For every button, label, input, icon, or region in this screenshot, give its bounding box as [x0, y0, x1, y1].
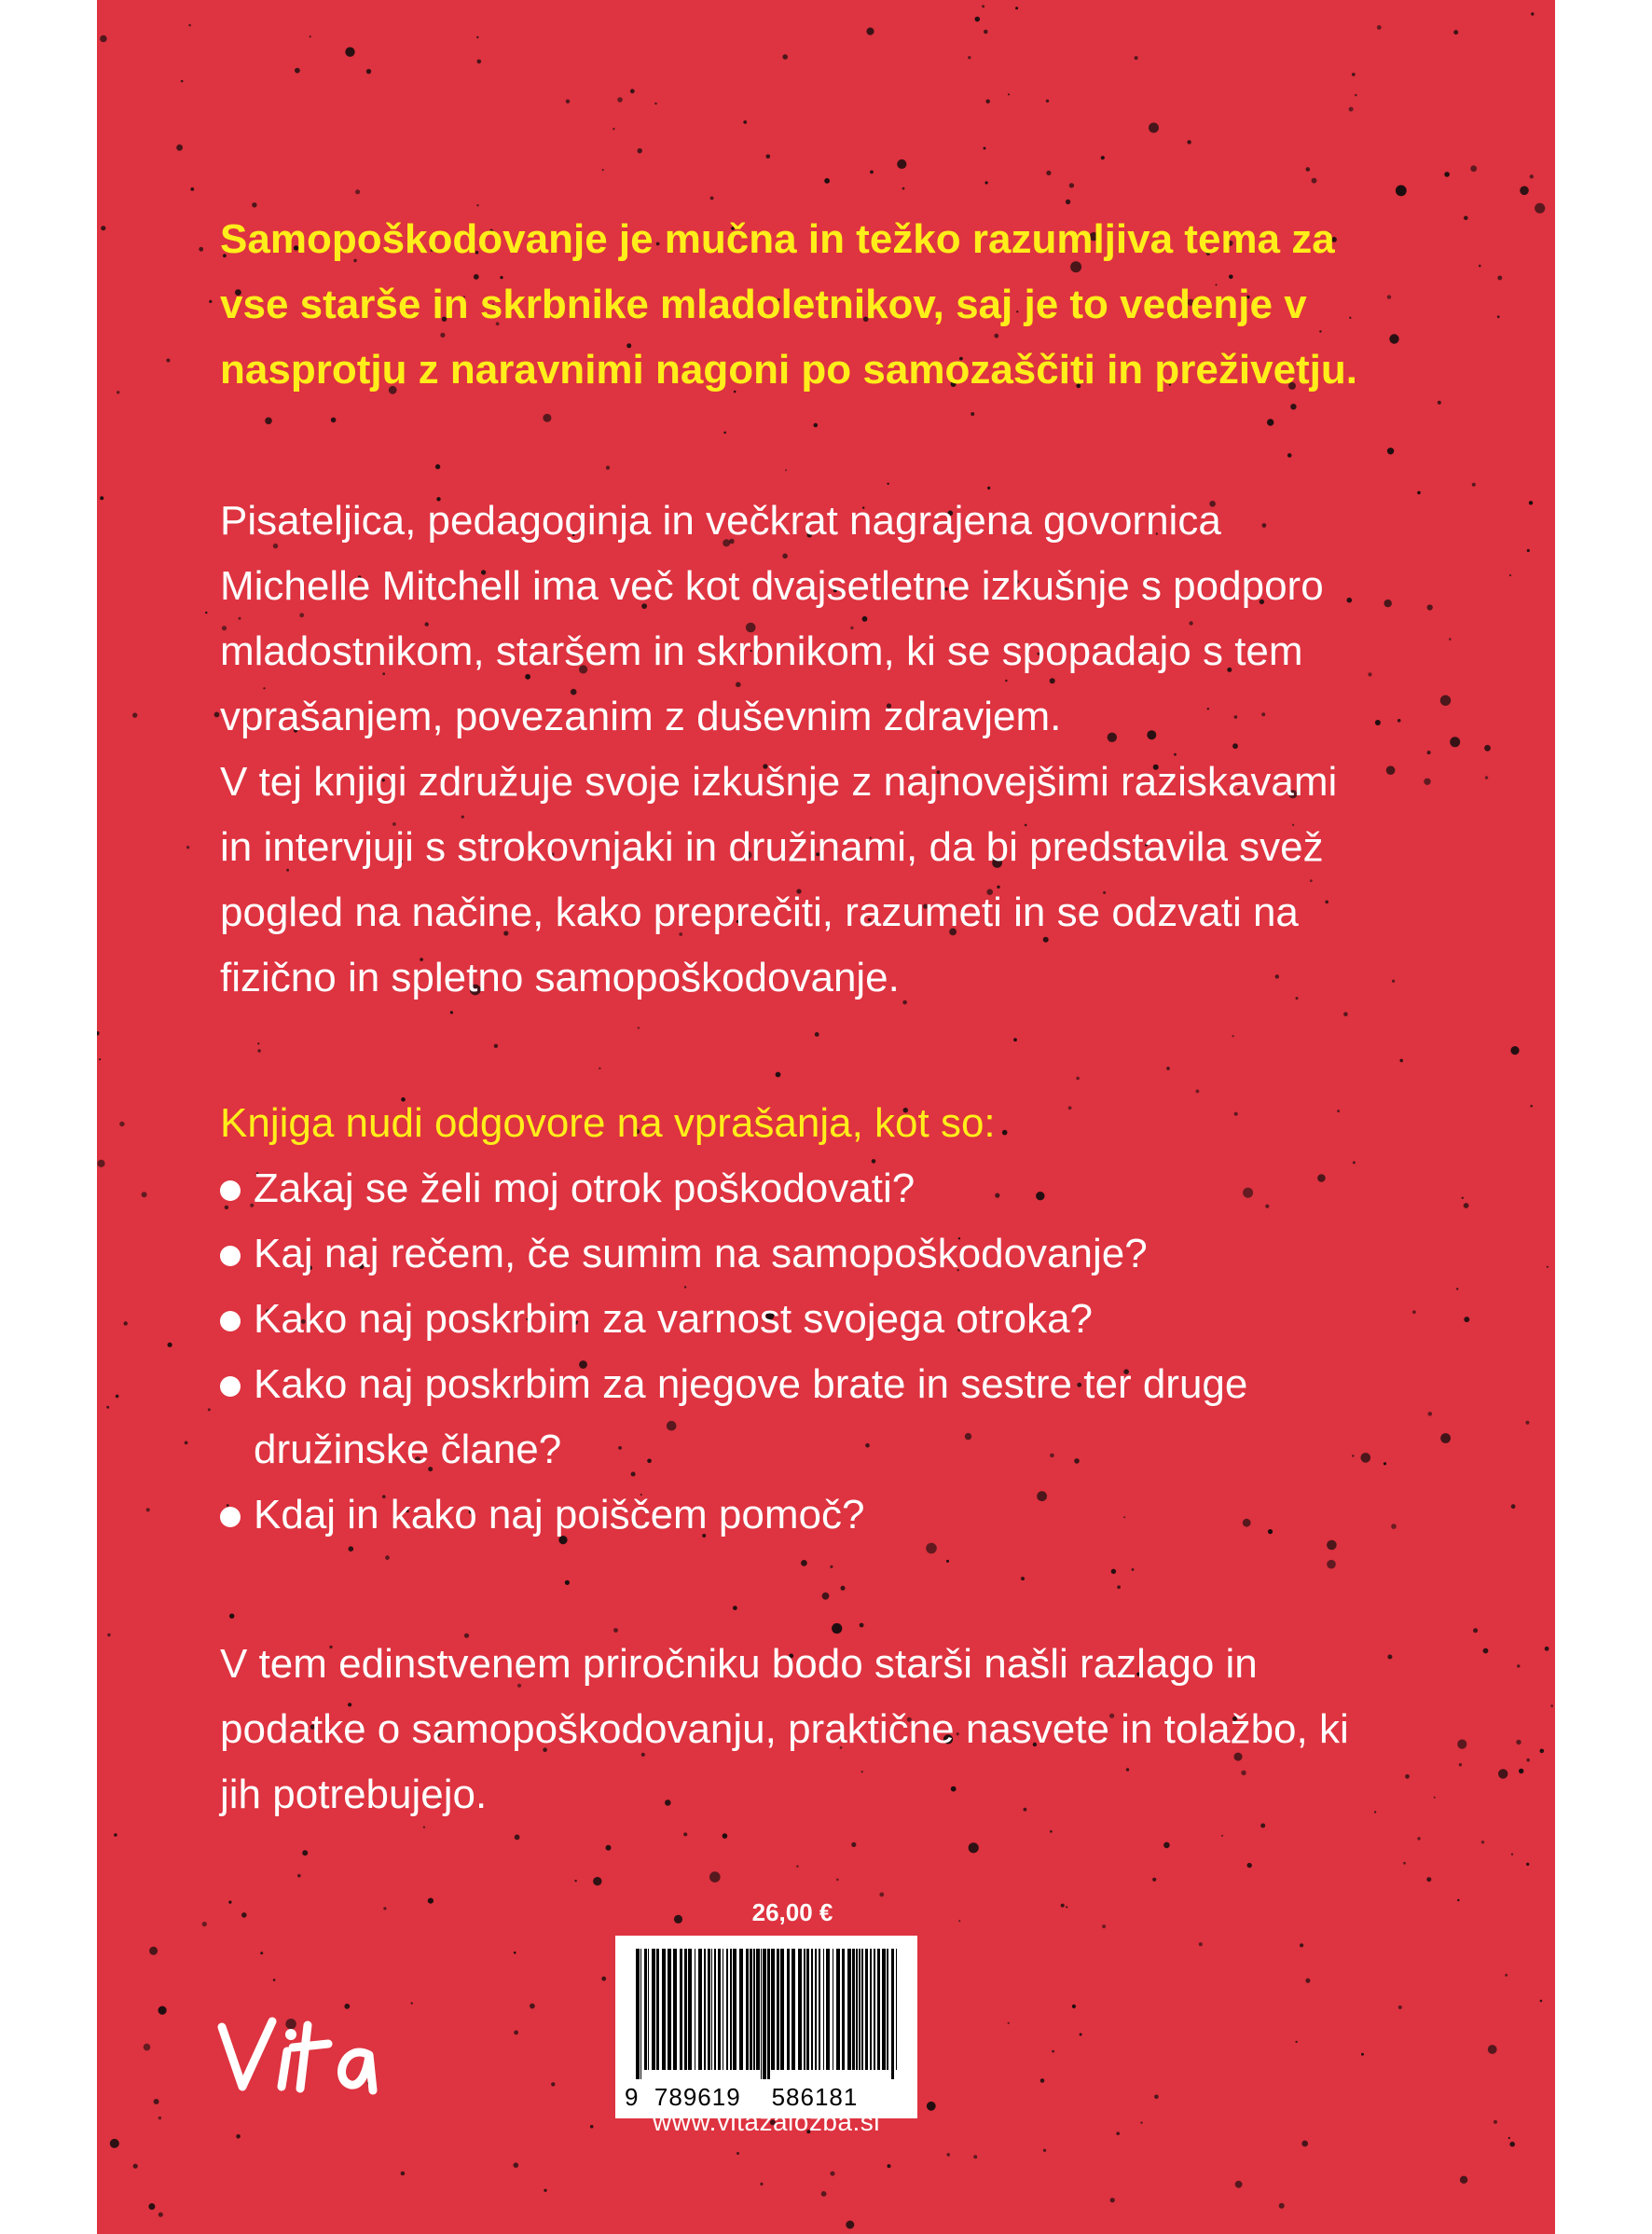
- bullet-icon: [220, 1180, 241, 1201]
- bullet-icon: [220, 1376, 241, 1397]
- publisher-website: www.vitazalozba.si: [653, 2107, 880, 2136]
- question-item: [220, 1352, 1432, 1482]
- vita-logo-mark: [214, 2014, 382, 2103]
- question-item: [220, 1482, 1432, 1548]
- book-back-cover: [97, 0, 1555, 2234]
- isbn-barcode: [615, 1936, 917, 2118]
- description-paragraph: Pisateljica, pedagoginja in večkrat nagrajena govornica Michelle Mitchell ima več kot dvajsetletne izkušnje s podporo mladostnikom, staršem in skrbnikom, ki se spopadajo s tem vprašanjem, povezanim z duševnim zdravjem. V tej knjigi združuje svoje izkušnje z najnovejšimi raziskavami in intervjuji s strokovnjaki in družinami, da bi predstavila svež pogled na načine, kako preprečiti, razumeti in se odzvati na fizično in spletno samopoškodovanje.: [220, 498, 1338, 1000]
- question-item: [220, 1287, 1432, 1352]
- bullet-icon: [220, 1311, 241, 1331]
- isbn-group-2: 586181: [771, 2083, 859, 2111]
- question-text: Kdaj in kako naj poiščem pomoč?: [254, 1492, 865, 1538]
- question-list: [220, 1156, 1432, 1548]
- price-label: 26,00 €: [751, 1898, 833, 1926]
- question-text: Kako naj poskrbim za varnost svojega otroka?: [254, 1296, 1094, 1342]
- question-item: [220, 1156, 1432, 1221]
- question-text: Kaj naj rečem, če sumim na samopoškodovanje?: [254, 1231, 1148, 1276]
- question-text: Zakaj se želi moj otrok poškodovati?: [254, 1165, 915, 1211]
- barcode-bars: [636, 1949, 899, 2079]
- question-text: Kako naj poskrbim za njegove brate in sestre ter druge družinske člane?: [254, 1361, 1248, 1472]
- questions-intro: Knjiga nudi odgovore na vprašanja, kot so:: [220, 1100, 996, 1146]
- cover-text: [220, 207, 1432, 1827]
- vita-logo: [214, 2014, 382, 2108]
- isbn-group-1: 789619: [654, 2083, 741, 2111]
- question-item: [220, 1221, 1432, 1287]
- closing-paragraph: V tem edinstvenem priročniku bodo starši našli razlago in podatke o samopoškodovanju, praktične nasvete in tolažbo, ki jih potrebujejo.: [220, 1641, 1349, 1817]
- bullet-icon: [220, 1507, 241, 1527]
- lead-paragraph: Samopoškodovanje je mučna in težko razumljiva tema za vse starše in skrbnike mladoletnikov, saj je to vedenje v nasprotju z naravnimi nagoni po samozaščiti in preživetju.: [220, 216, 1358, 393]
- isbn-prefix: 9: [625, 2083, 640, 2111]
- bullet-icon: [220, 1246, 241, 1266]
